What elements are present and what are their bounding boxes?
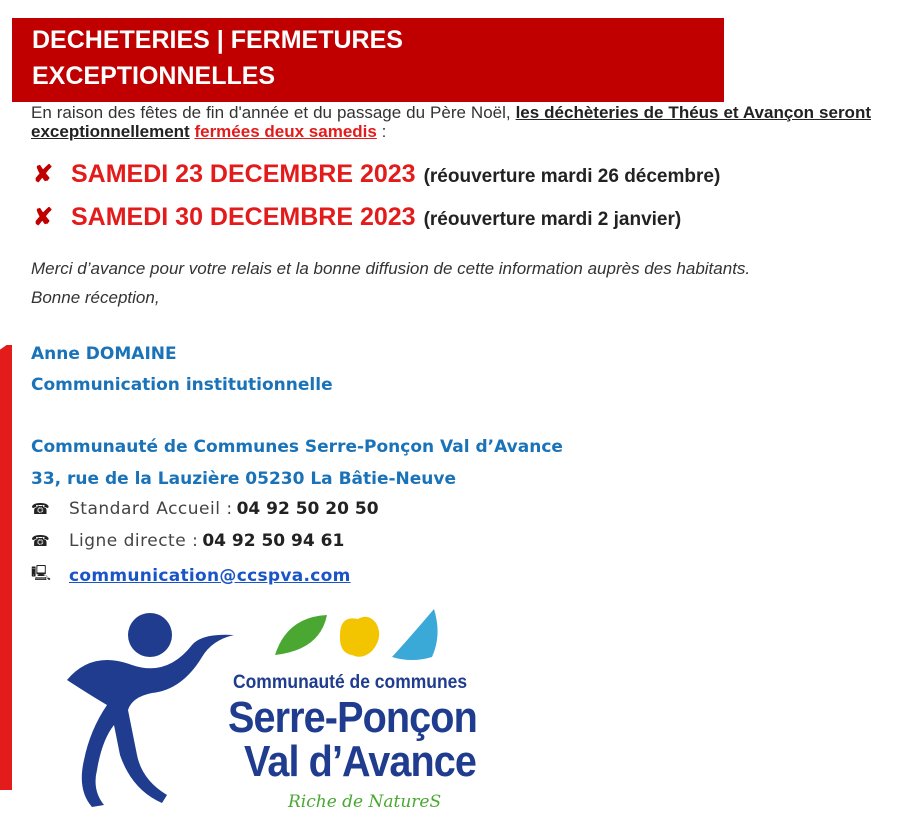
email-row: [31, 563, 351, 588]
closure-date: SAMEDI 23 DECEMBRE 2023: [71, 160, 416, 188]
direct-label: Ligne directe :: [69, 531, 199, 551]
signature-organization: Communauté de Communes Serre-Ponçon Val d’Avance: [31, 437, 563, 457]
logo-line3: Val d’Avance: [244, 737, 477, 786]
signature-role: Communication institutionnelle: [31, 375, 333, 395]
standard-phone-row: [31, 499, 379, 519]
logo-line1: Communauté de communes: [233, 672, 468, 693]
runner-figure-icon: [67, 613, 234, 807]
computer-icon: 🖳: [31, 564, 52, 582]
intro-text: En raison des fêtes de fin d'année et du passage du Père Noël,: [31, 103, 516, 122]
reopening-note: (réouverture mardi 2 janvier): [423, 209, 682, 230]
intro-paragraph: [31, 103, 871, 141]
direct-phone-row: [31, 531, 344, 551]
standard-number: 04 92 50 20 50: [236, 499, 379, 519]
standard-label: Standard Accueil :: [69, 499, 233, 519]
thanks-line: Merci d’avance pour votre relais et la bonne diffusion de cette information auprès des habitants.: [31, 259, 751, 278]
leaf-icon: [275, 615, 327, 655]
closure-item: [33, 160, 720, 189]
sail-icon: [392, 609, 438, 660]
title-banner: [12, 18, 724, 102]
logo-tagline: Riche de NatureS: [288, 792, 442, 812]
phone-icon: ☎: [31, 532, 50, 550]
closure-date: SAMEDI 30 DECEMBRE 2023: [71, 203, 416, 231]
banner-title-line2: EXCEPTIONNELLES: [32, 62, 276, 90]
logo-line2: Serre-Ponçon: [228, 693, 477, 742]
cross-mark-icon: ✘: [33, 161, 54, 188]
cross-mark-icon: ✘: [33, 204, 54, 231]
signature-address: 33, rue de la Lauzière 05230 La Bâtie-Neuve: [31, 469, 457, 489]
intro-bold-underlined: les déchèteries de Théus et Avançon seront exceptionnellement: [31, 103, 871, 141]
direct-number: 04 92 50 94 61: [202, 531, 345, 551]
reopening-note: (réouverture mardi 26 décembre): [423, 166, 721, 187]
intro-red-underlined: fermées deux samedis: [194, 122, 377, 141]
banner-title-line1: DECHETERIES | FERMETURES: [32, 26, 403, 54]
signature-name: Anne DOMAINE: [31, 344, 177, 364]
closing-line: Bonne réception,: [31, 288, 160, 307]
email-link[interactable]: communication@ccspva.com: [69, 565, 351, 586]
left-red-stripe: [0, 345, 12, 790]
intro-end: :: [376, 122, 387, 141]
thanks-paragraph: [31, 254, 750, 312]
closure-item: [33, 203, 681, 232]
phone-icon: ☎: [31, 500, 50, 518]
apple-icon: [340, 617, 379, 657]
